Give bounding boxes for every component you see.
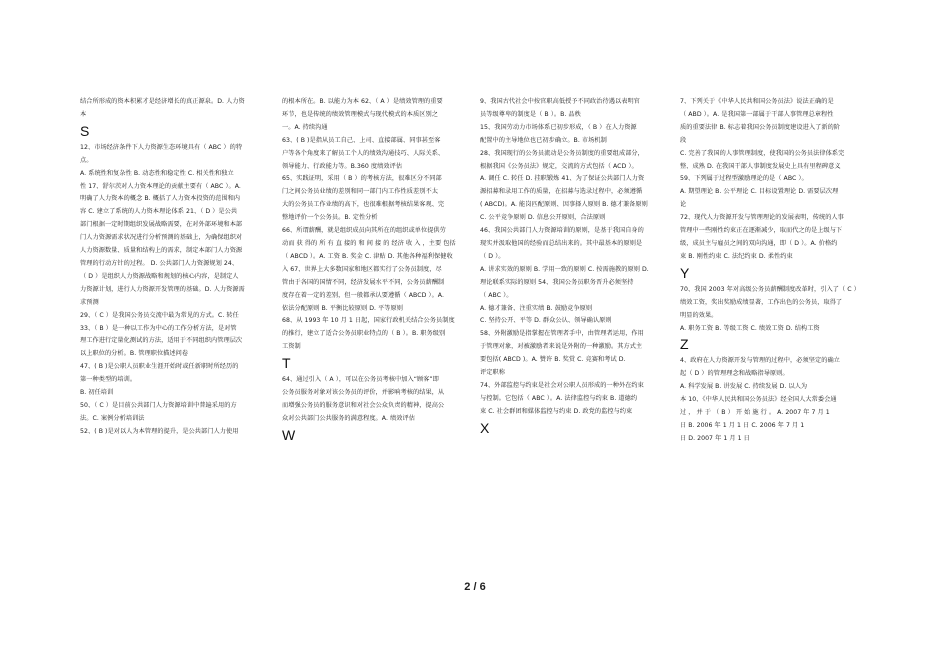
text-line: （ D ）是组织人力资源战略和规划的核心内容，是制定人 — [80, 272, 239, 280]
text-line: 户等各个角度来了解员工个人的绩效沟通技巧、人际关系、 — [282, 149, 445, 157]
text-line: 评定职称 — [480, 369, 505, 377]
text-line: 日 B. 2006 年 1 月 1 日 C. 2006 年 7 月 1 — [680, 421, 805, 429]
text-line: A. 德才兼备、注重实绩 B. 鼓励竞争原则 — [480, 304, 593, 312]
text-line: C. 完善了我国的人事管理制度，使我国的公务员法律体系完 — [680, 149, 845, 157]
text-line: ( ABCD)。A. 能岗匹配原则、因事择人原则 B. 德才兼备原则 — [480, 201, 648, 209]
section-letter: S — [80, 122, 90, 139]
text-line: 46、我国公共部门人力资源培训的原则，是基于我国自身的 — [480, 227, 644, 235]
section-letter: T — [282, 355, 291, 372]
text-line: 众对公共部门公共服务的满意程度。A. 绩效评估 — [282, 414, 415, 422]
text-line: 整地评价一个公务员。B. 定性分析 — [282, 214, 378, 222]
text-line: 点。 — [80, 156, 93, 164]
text-line: 明确了人力资本的概念 B. 概括了人力资本投资的范围和内 — [80, 195, 241, 203]
text-line: 70、我国 2003 年对高级公务员薪酬制度改革时，引入了（ C ） — [680, 285, 860, 293]
text-column-4 — [680, 96, 868, 446]
text-line: B. 初任培训 — [80, 389, 114, 397]
text-line: 64、通过引入（ A ），可以在公务员考核中加入“顾客”即 — [282, 376, 439, 384]
text-line: A. 职务工资 B. 等级工资 C. 绩效工资 D. 结构工资 — [680, 324, 820, 332]
text-line: 47、( B )是公职人员职业生涯开始时或任新职时所经历的 — [80, 363, 239, 371]
text-line: 4、政府在人力资源开发与管理的过程中，必须坚定的确立 — [680, 357, 840, 365]
text-line: 于管理对象，对被激励者来说是外附的一种激励。其方式主 — [480, 343, 643, 351]
text-line: A. 系统性和复杂性 B. 动态性和稳定性 C. 相关性和独立 — [80, 169, 234, 177]
section-letter: W — [282, 426, 296, 443]
text-line: （ ABC ）。 — [480, 291, 513, 299]
text-line: 束 B. 刚性约束 C. 法纪约束 D. 柔性约束 — [680, 252, 793, 260]
text-line: 65、实践证明，采用（ B ）的考核方法，很难区分不同部 — [282, 175, 442, 183]
text-line: 环节，也是传统的绩效管理模式与现代模式的本质区别之 — [282, 110, 438, 118]
text-line: 理论联系实际的原则 54、我国公务员职务晋升必须坚持 — [480, 278, 634, 286]
text-line: 管理中一些刚性约束正在逐渐减少，取而代之的是上级与下 — [680, 227, 843, 235]
text-line: 绩效工资，奖出奖励成绩显著，工作出色的公务员，取得了 — [680, 298, 843, 306]
text-column-3 — [480, 96, 668, 439]
text-line: 50、（ C ）是目前公共部门人力资源培训中普遍采用的方 — [80, 401, 237, 409]
text-line: 部门根据一定时期组织发展战略需要，在对外部环境和本部 — [80, 221, 243, 229]
text-line: 管由于各国的国情不同，经济发展水平不同，公务员薪酬制 — [282, 278, 445, 286]
text-line: 7、下列关于《中华人民共和国公务员法》说法正确的是 — [680, 98, 834, 105]
text-line: 明显的效果。 — [680, 311, 718, 319]
text-line: 公务员服务对象对该公务员的评价，并影响考核的结果，从 — [282, 389, 445, 397]
text-line: 58、外附激励是指掌握在管理者手中，由管理者运用，作用 — [480, 330, 644, 338]
text-line: 过 ， 并 于 （ B ） 开 始 施 行 。 A. 2007 年 7 月 1 — [680, 409, 830, 417]
text-line: 力资源计划，进行人力资源开发管理的基础。D. 人力资源需 — [80, 285, 245, 293]
text-line: 而增强公务员的服务意识和对社会公众负责的精神，提高公 — [282, 401, 445, 409]
text-line: （ ABD ）。A. 是我国第一部属于干部人事管理总章程性 — [680, 110, 834, 118]
text-line: 15、我国劳动力市场体系已初步形成，（ B ）在人力资源 — [480, 123, 637, 131]
text-line: 质的重要法律 B. 标志着我国公务员制度建设进入了新的阶 — [680, 123, 841, 131]
text-line: A. 科学发展 B. 讲发展 C. 持续发展 D. 以人为 — [680, 383, 808, 391]
text-line: 66、所谓薪酬，就是组织成员向其所在的组织或单位提供劳 — [282, 227, 446, 235]
text-line: A. 期望理论 B. 公平理论 C. 目标设置理论 D. 需要层次理 — [680, 188, 839, 196]
text-line: 63、( B )是指从员工自己、上司、直接部属、同事甚至客 — [282, 136, 441, 144]
text-line: 的根本所在。B. 以能力为本 62、（ A ）是绩效管理的重要 — [282, 98, 443, 105]
text-line: 法。C. 案例分析培训法 — [80, 414, 145, 422]
text-line: 领导能力、行政能力等。B.360 度绩效评估 — [282, 162, 403, 170]
text-line: 72、现代人力资源开发与管理理论的发展表明，传统的人事 — [680, 214, 844, 222]
text-line: 要包括( ABCD )。A. 赞许 B. 奖赏 C. 竞赛和考试 D. — [480, 356, 626, 364]
text-line: （ D ）。 — [480, 252, 505, 260]
section-letter: Z — [680, 336, 689, 353]
text-line: 管理的行动方针的过程。 D. 公共部门人力资源规划 24、 — [80, 259, 239, 267]
text-line: 性 17、舒尔茨对人力资本理论的贡献主要有（ ABC ）。A. — [80, 182, 241, 190]
text-line: 级，成员主与雇员之间的双向沟通，即（ D ）。A. 价格约 — [680, 239, 838, 247]
text-line: 依法分配原则 B. 平衡比较原则 D. 平等原则 — [282, 304, 404, 312]
text-line: 门之间公务员业绩的差别和同一部门内工作性质差别不太 — [282, 188, 438, 196]
section-letter: Y — [680, 264, 690, 281]
text-line: 员等级尊卑的制度是（ B ）。B. 品秩 — [480, 110, 581, 118]
text-line: （ ABCD ）。A. 工资 B. 奖金 C. 津贴 D. 其他各种福利保健收 — [282, 252, 453, 260]
text-line: C. 公平竞争原则 D. 信息公开原则，合法原则 — [480, 214, 606, 222]
text-line: 结合所形成的资本积累才是经济增长的真正源泉。D. 人力资 — [80, 98, 245, 105]
text-line: C. 坚持公开、平等 D. 群众公认、领导确认原则 — [480, 317, 612, 325]
text-line: 度存在着一定的差别，但一般都承认要遵循（ ABCD ）。A. — [282, 291, 445, 299]
text-line: 配置中的主导地位也已初步确立。B. 市场机制 — [480, 136, 607, 144]
text-line: 束 C. 社会群团和媒体监控与约束 D. 政党的监控与约束 — [480, 407, 633, 415]
text-line: 本 10、《中华人民共和国公务员法》经全国人大常委会通 — [680, 396, 837, 404]
text-line: 日 D. 2007 年 1 月 1 日 — [680, 434, 750, 442]
text-line: 一。A. 持续沟通 — [282, 123, 328, 131]
text-line: 源招募和录用工作的质量，在招募与选录过程中，必须遵循 — [480, 188, 643, 196]
text-line: 与控制。它包括（ ABC ）。A. 法律监控与约束 B. 道德约 — [480, 394, 638, 402]
text-line: 59、下列属于过程型激励理论的是（ ABC ）。 — [680, 175, 808, 183]
text-line: 33、（ B ）是一种以工作为中心的工作分析方法，是对管 — [80, 324, 237, 332]
text-line: 入 67、世界上大多数国家和地区都实行了公务员制度，尽 — [282, 265, 442, 273]
page-indicator: 2 / 6 — [464, 581, 486, 593]
text-line: 起（ D ）的管理理念和战略指导原则。 — [680, 370, 789, 378]
text-line: 大的公务员工作业绩的高下，也很难根据考核结果客观、完 — [282, 201, 445, 209]
text-line: 段 — [680, 136, 687, 144]
text-line: 68、从 1993 年 10 月 1 日起，国家行政机关结合公务员制度 — [282, 317, 455, 325]
text-line: 12、市场经济条件下人力资源生态环境具有（ ABC ）的特 — [80, 143, 243, 151]
text-line: 9、我国古代社会中按官职高低授予不同政治待遇以表明官 — [480, 98, 640, 105]
text-line: 的推行，建立了适合公务员职业特点的（ B ）。B. 职务级别 — [282, 330, 446, 338]
text-line: 动而 获 得的 所 有 直 接的 和 间 接 的 经济 收 入 ，主要 包括 — [282, 239, 456, 247]
text-line: 52、( B )是对以人为本管理的提升，是公共部门人力使用 — [80, 427, 239, 435]
text-line: 本 — [80, 110, 87, 118]
text-line: 求预测 — [80, 298, 99, 306]
text-line: 根据我国《公务员法》规定，交流的方式包括（ ACD ）。 — [480, 162, 638, 170]
text-line: 理工作进行定量化测试的方法，适用于不同组织内管理层次 — [80, 337, 243, 345]
text-line: 门人力资源需求状况进行分析预测的基础上，为确保组织对 — [80, 234, 243, 242]
text-column-2 — [282, 96, 470, 446]
text-line: 容 C. 建立了系统的人力资本理论体系 21、（ D ）是公共 — [80, 208, 238, 216]
text-line: 工资制 — [282, 343, 301, 351]
text-line: 整、成熟 D. 在我国干部人事制度发展史上具有里程碑意义 — [680, 162, 841, 170]
section-letter: X — [480, 419, 490, 436]
text-line: 第一种类型的培训。 — [80, 376, 137, 384]
text-line: 28、我国现行的公务员流动是公务员制度的重要组成部分， — [480, 149, 644, 157]
text-line: 论 — [680, 201, 687, 209]
text-line: 人力资源数量、质量和结构上的需求，制定本部门人力资源 — [80, 247, 243, 255]
text-line: 以上职位的分析。B. 管理职位描述问卷 — [80, 350, 189, 358]
text-line: 现实并汲取他国的经验而总结出来的。其中最基本的原则是 — [480, 239, 643, 247]
text-line: A. 调任 C. 转任 D. 挂职锻炼 41、为了保证公共部门人力资 — [480, 175, 645, 183]
text-column-1 — [80, 96, 268, 439]
text-line: 29、（ C ）是我国公务员交流中最为常见的方式。C. 转任 — [80, 311, 239, 319]
text-line: A. 讲求实效的原则 B. 学用一致的原则 C. 按需施教的原则 D. — [480, 265, 649, 273]
text-line: 74、外部监控与约束是社会对公职人员形成的一种外在约束 — [480, 381, 644, 389]
